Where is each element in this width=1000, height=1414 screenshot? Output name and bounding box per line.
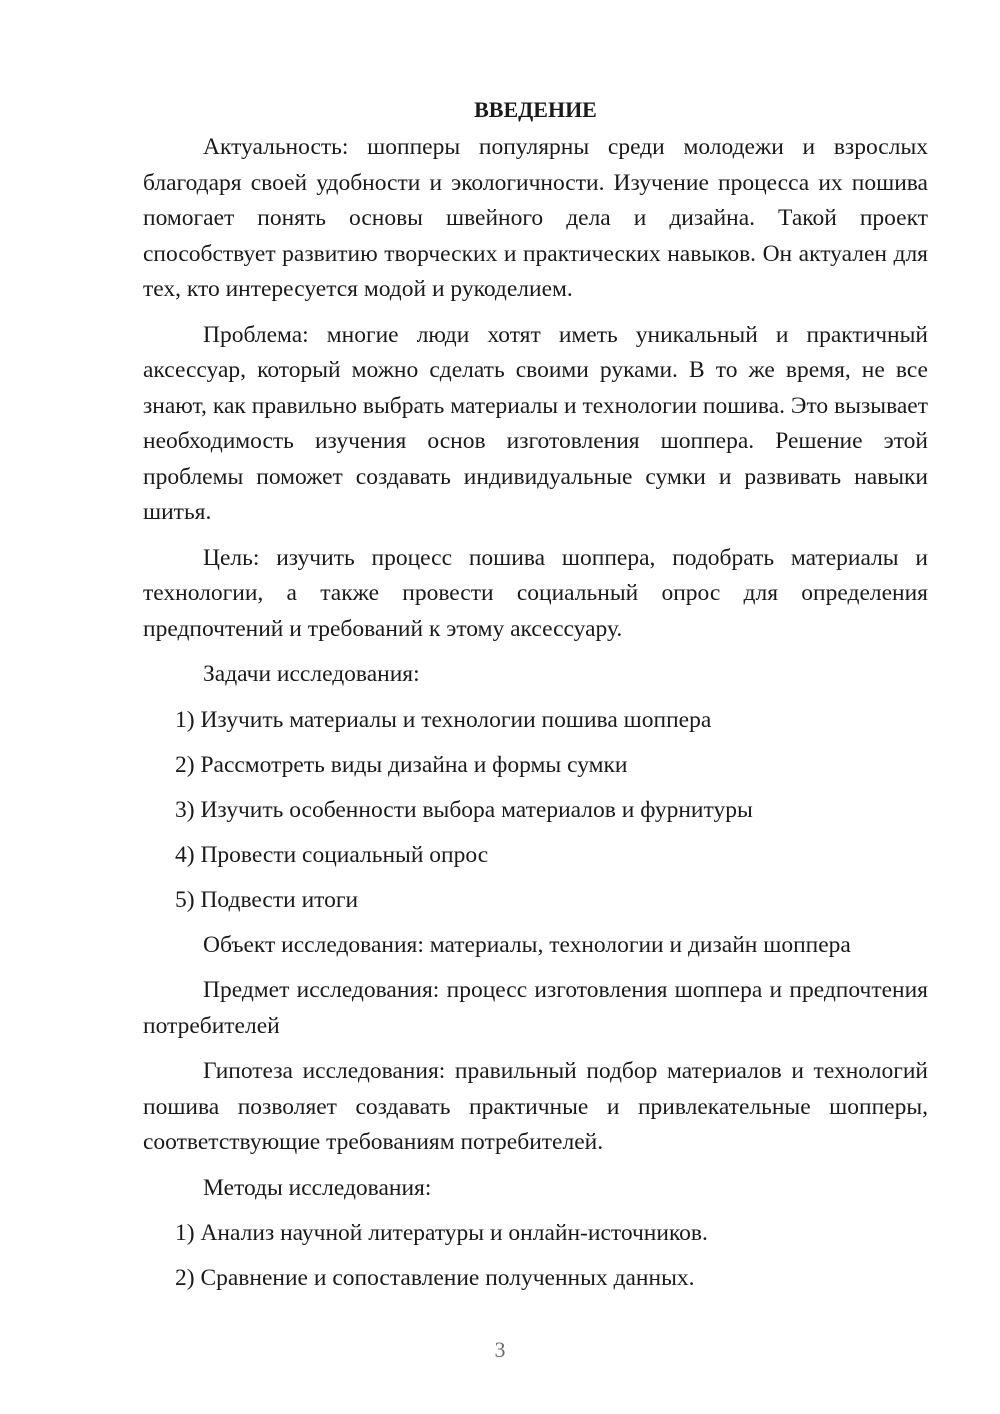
method-item: 2) Сравнение и сопоставление полученных данных.	[175, 1265, 695, 1291]
tasks-title: Задачи исследования:	[203, 661, 420, 687]
document-page	[143, 92, 928, 1306]
object-line: Объект исследования: материалы, технологии и дизайн шоппера	[203, 931, 851, 958]
subject-paragraph: Предмет исследования: процесс изготовления шоппера и предпочтения потребителей	[143, 977, 928, 1039]
task-item: 4) Провести социальный опрос	[175, 841, 489, 868]
task-item: 3) Изучить особенности выбора материалов и фурнитуры	[175, 796, 753, 823]
methods-title: Методы исследования:	[203, 1174, 432, 1201]
hypothesis-paragraph: Гипотеза исследования: правильный подбор материалов и технологий пошива позволяет создавать практичные и привлекательные шопперы, соответствующие требованиям потребителей.	[143, 1058, 928, 1155]
method-item: 1) Анализ научной литературы и онлайн-источников.	[175, 1220, 708, 1246]
relevance-paragraph: Актуальность: шопперы популярны среди молодежи и взрослых благодаря своей удобности и экологичности. Изучение процесса их пошива помогает понять основы швейного дела и дизайна. Такой проект способствует развитию творческих и практических навыков. Он актуален для тех, кто интересуется модой и рукоделием.	[143, 134, 928, 302]
task-item: 1) Изучить материалы и технологии пошива шоппера	[175, 706, 712, 733]
page-number: 3	[494, 1337, 506, 1362]
section-heading: ВВЕДЕНИЕ	[474, 97, 597, 122]
task-item: 5) Подвести итоги	[175, 886, 359, 913]
task-item: 2) Рассмотреть виды дизайна и формы сумки	[175, 751, 628, 778]
problem-paragraph: Проблема: многие люди хотят иметь уникальный и практичный аксессуар, который можно сделать своими руками. В то же время, не все знают, как правильно выбрать материалы и технологии пошива. Это вызывает необходимость изучения основ изготовления шоппера. Решение этой проблемы поможет создавать индивидуальные сумки и развивать навыки шитья.	[143, 321, 928, 525]
goal-paragraph: Цель: изучить процесс пошива шоппера, подобрать материалы и технологии, а также провести социальный опрос для определения предпочтений и требований к этому аксессуару.	[143, 544, 928, 642]
